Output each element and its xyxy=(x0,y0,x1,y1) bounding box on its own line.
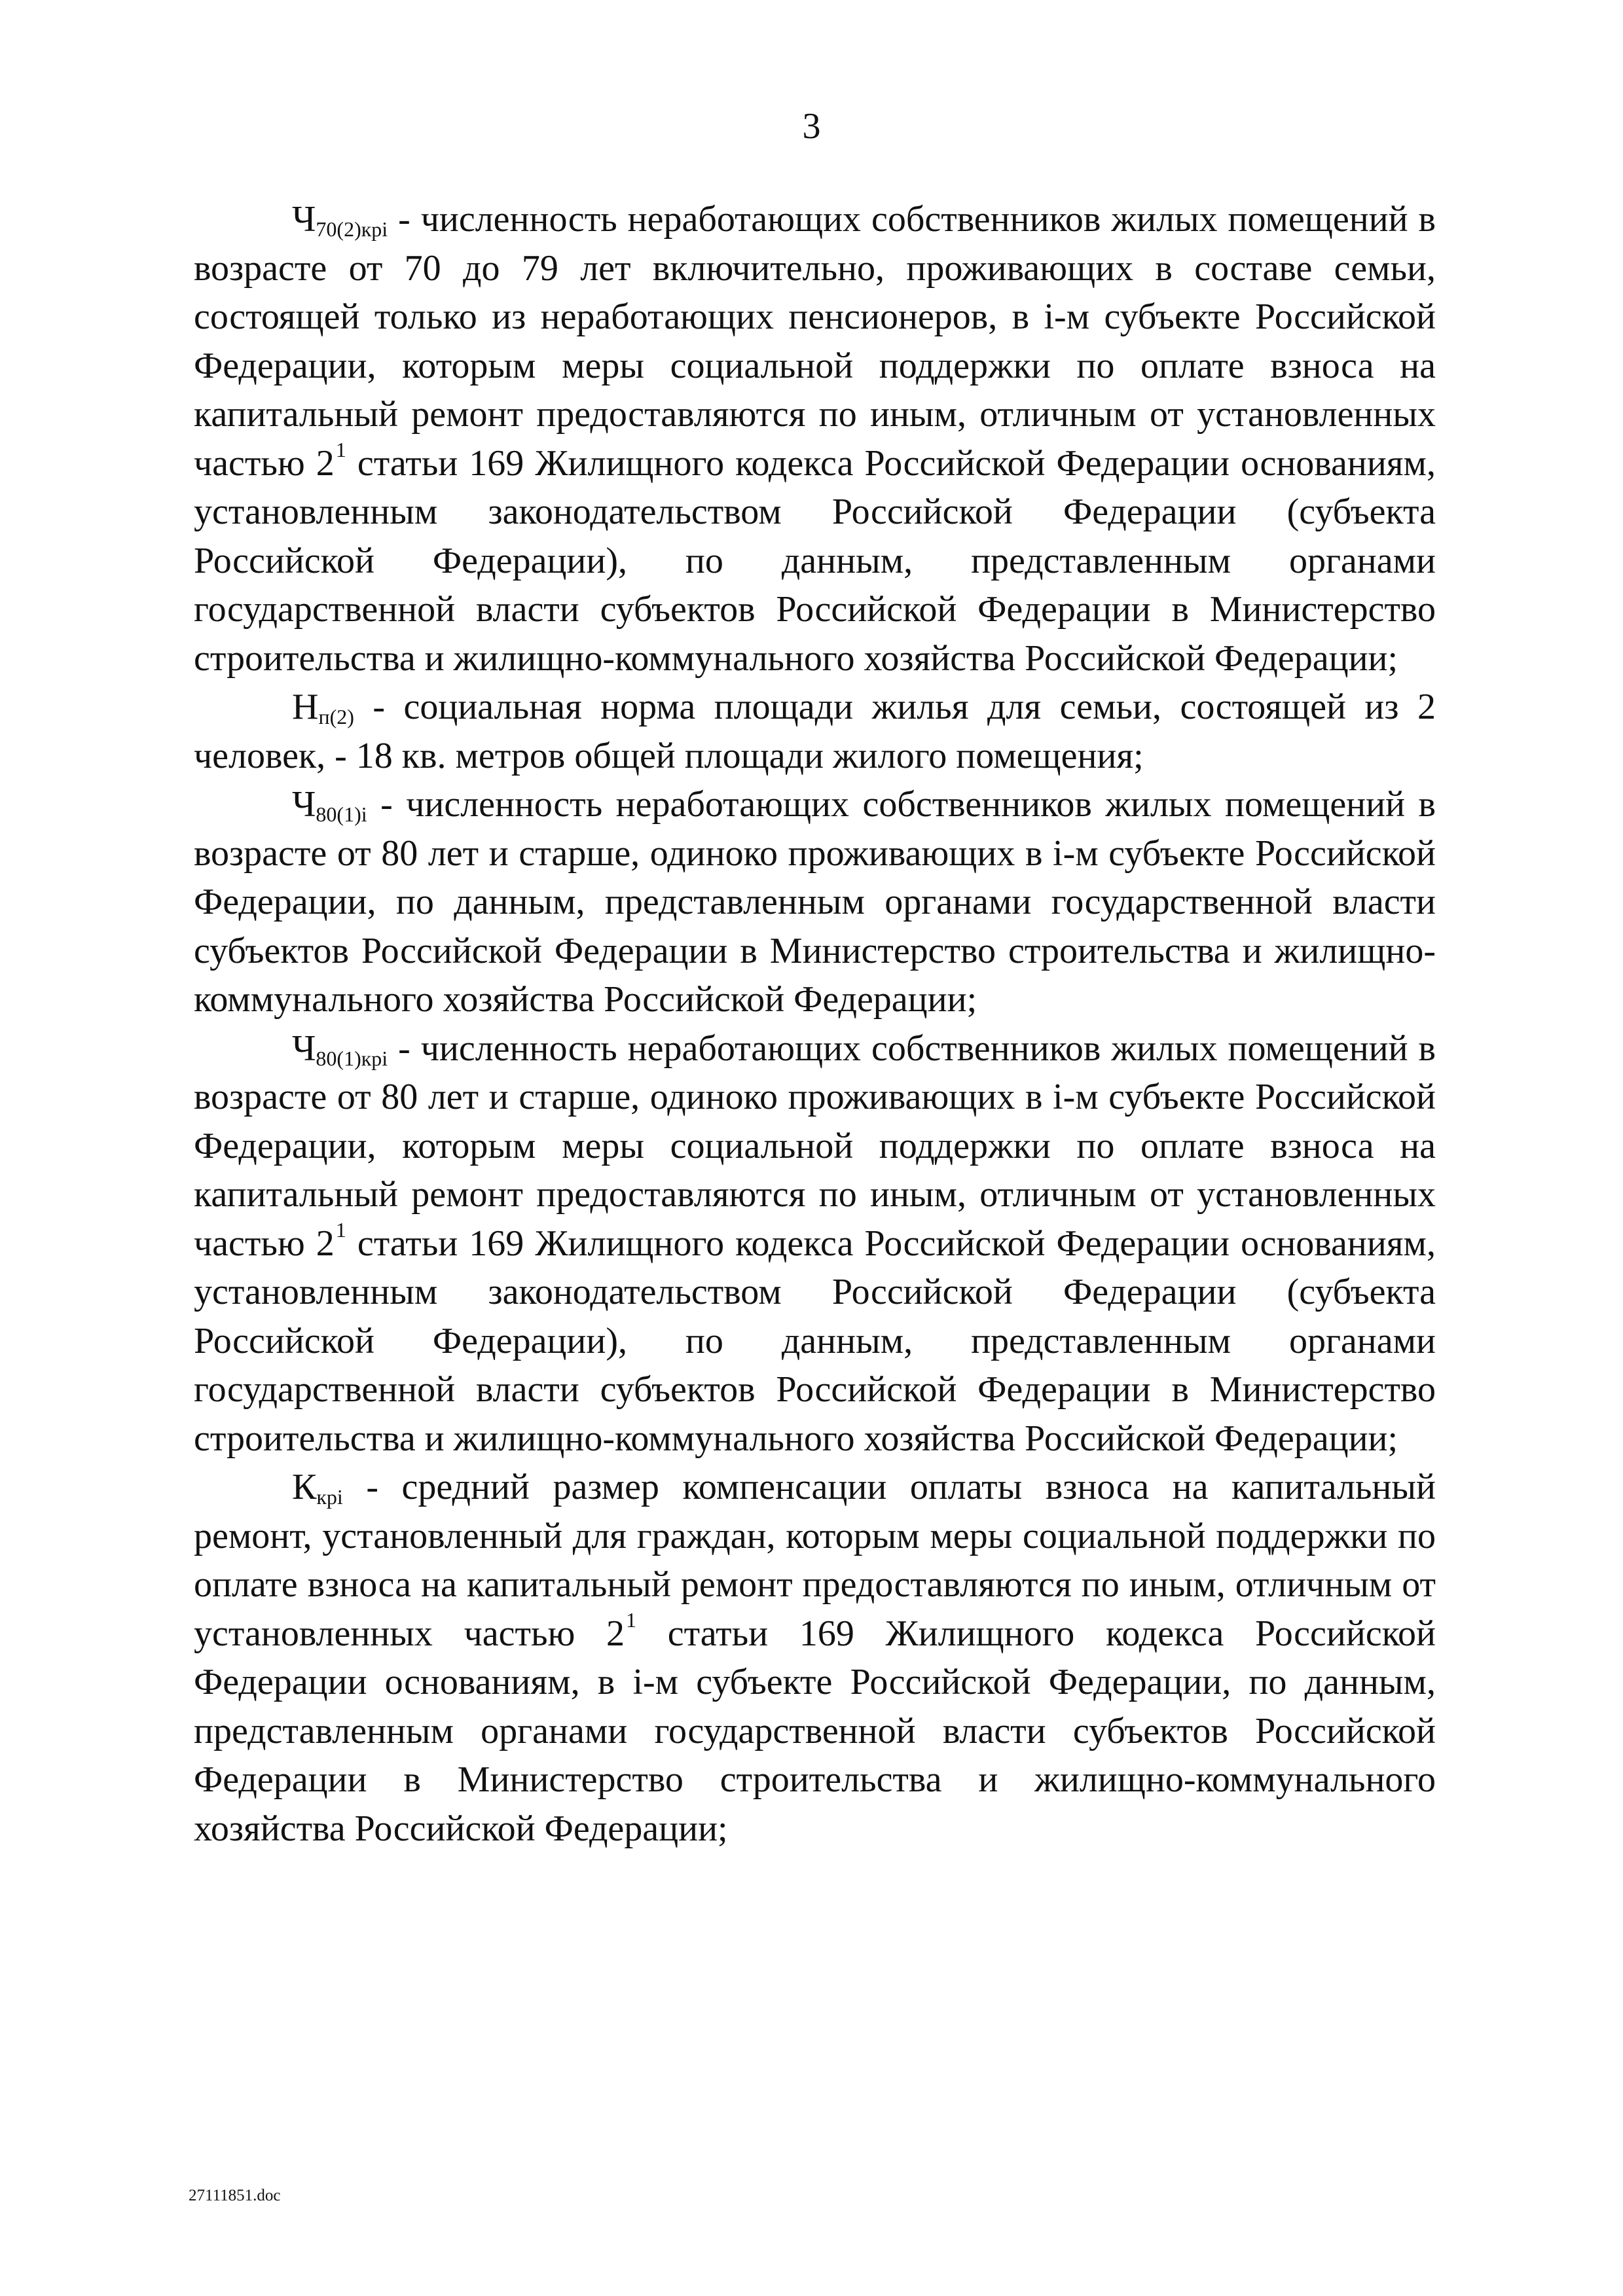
definition-ch70-2-kri xyxy=(194,195,1436,683)
variable-symbol xyxy=(292,1467,343,1507)
symbol-letter: Н xyxy=(292,687,319,727)
footer-file-name: 27111851.doc xyxy=(189,2187,281,2204)
superscript: 1 xyxy=(335,437,346,461)
symbol-subscript: п(2) xyxy=(318,705,354,728)
symbol-subscript: 70(2)крi xyxy=(316,217,388,241)
variable-symbol xyxy=(292,784,367,825)
definition-text: численность неработающих собственников жилых помещений в возрасте от 70 до 79 лет включительно, проживающих в составе семьи, состоящей только из неработающих пенсионеров, в i-м субъекте Российской Федерации, которым меры социальной поддержки по оплате взноса на капитальный ремонт предоставляются по иным, отличным от установленных частью 2 xyxy=(194,199,1436,484)
definition-text-continued: статьи 169 Жилищного кодекса Российской Федерации основаниям, установленным законодательством Российской Федерации (субъекта Российской Федерации), по данным, представленным органами государственной власти субъектов Российской Федерации в Министерство строительства и жилищно-коммунального хозяйства Российской Федерации; xyxy=(194,442,1436,679)
variable-symbol xyxy=(292,1028,388,1069)
definition-dash: - xyxy=(388,199,421,240)
symbol-letter: Ч xyxy=(292,199,316,240)
superscript: 1 xyxy=(335,1217,346,1242)
definition-text: численность неработающих собственников жилых помещений в возрасте от 80 лет и старше, одиноко проживающих в i-м субъекте Российской Федерации, по данным, представленным органами государственной власти субъектов Российской Федерации в Министерство строительства и жилищно-коммунального хозяйства Российской Федерации; xyxy=(194,784,1436,1020)
definition-ch80-1-kri xyxy=(194,1024,1436,1463)
definition-text: численность неработающих собственников жилых помещений в возрасте от 80 лет и старше, одиноко проживающих в i-м субъекте Российской Федерации, которым меры социальной поддержки по оплате взноса на капитальный ремонт предоставляются по иным, отличным от установленных частью 2 xyxy=(194,1028,1436,1264)
definition-text-continued: статьи 169 Жилищного кодекса Российской Федерации основаниям, установленным законодательством Российской Федерации (субъекта Российской Федерации), по данным, представленным органами государственной власти субъектов Российской Федерации в Министерство строительства и жилищно-коммунального хозяйства Российской Федерации; xyxy=(194,1223,1436,1459)
symbol-letter: Ч xyxy=(292,1028,316,1069)
variable-symbol xyxy=(292,687,354,727)
definition-text-continued: статьи 169 Жилищного кодекса Российской Федерации основаниям, в i-м субъекте Российской Федерации, по данным, представленным органами государственной власти субъектов Российской Федерации в Министерство строительства и жилищно-коммунального хозяйства Российской Федерации; xyxy=(194,1613,1436,1849)
variable-symbol xyxy=(292,199,388,240)
symbol-subscript: крi xyxy=(316,1485,343,1509)
definition-dash: - xyxy=(354,687,404,727)
symbol-letter: Ч xyxy=(292,784,316,825)
definition-text: социальная норма площади жилья для семьи, состоящей из 2 человек, - 18 кв. метров общей площади жилого помещения; xyxy=(194,687,1436,776)
symbol-subscript: 80(1)i xyxy=(316,802,367,826)
document-body xyxy=(194,195,1436,1853)
definition-dash: - xyxy=(367,784,407,825)
definition-np-2 xyxy=(194,683,1436,780)
definition-k-kri xyxy=(194,1463,1436,1853)
symbol-letter: К xyxy=(292,1467,317,1507)
page-number: 3 xyxy=(802,106,821,147)
definition-dash: - xyxy=(342,1467,402,1507)
definition-ch80-1-i xyxy=(194,780,1436,1024)
definition-text: средний размер компенсации оплаты взноса на капитальный ремонт, установленный для граждан, которым меры социальной поддержки по оплате взноса на капитальный ремонт предоставляются по иным, отличным от установленных частью 2 xyxy=(194,1467,1436,1654)
definition-dash: - xyxy=(388,1028,421,1069)
symbol-subscript: 80(1)крi xyxy=(316,1046,388,1070)
superscript: 1 xyxy=(626,1607,637,1632)
